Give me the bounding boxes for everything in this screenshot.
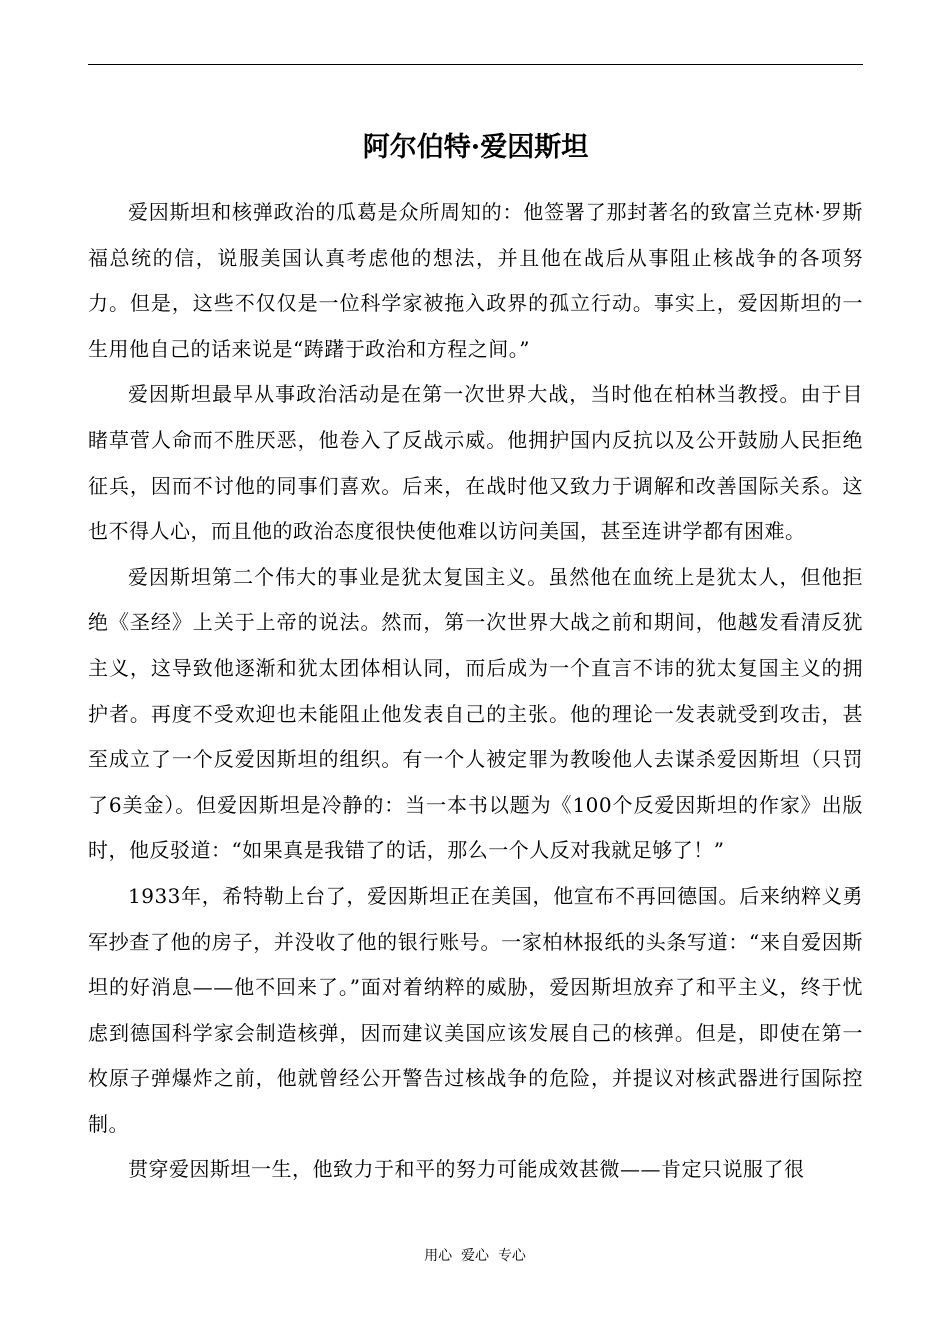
document-body	[88, 190, 863, 1193]
paragraph: 爱因斯坦和核弹政治的瓜葛是众所周知的：他签署了那封著名的致富兰克林·罗斯福总统的信，说服美国认真考虑他的想法，并且他在战后从事阻止核战争的各项努力。但是，这些不仅仅是一位科学家被拖入政界的孤立行动。事实上，爱因斯坦的一生用他自己的话来说是“踌躇于政治和方程之间。”	[88, 200, 863, 361]
header-rule	[88, 64, 863, 65]
paragraph: 爱因斯坦最早从事政治活动是在第一次世界大战，当时他在柏林当教授。由于目睹草菅人命而不胜厌恶，他卷入了反战示威。他拥护国内反抗以及公开鼓励人民拒绝征兵，因而不讨他的同事们喜欢。后来，在战时他又致力于调解和改善国际关系。这也不得人心，而且他的政治态度很快使他难以访问美国，甚至连讲学都有困难。	[88, 382, 863, 544]
document-title: 阿尔伯特·爱因斯坦	[362, 132, 589, 163]
paragraph: 贯穿爱因斯坦一生，他致力于和平的努力可能成效甚微——肯定只说服了很	[128, 1157, 805, 1182]
page-footer: 用心 爱心 专心	[424, 1248, 526, 1264]
paragraph: 1933年，希特勒上台了，爱因斯坦正在美国，他宣布不再回德国。后来纳粹义勇军抄查了他的房子，并没收了他的银行账号。一家柏林报纸的头条写道：“来自爱因斯坦的好消息——他不回来了。”面对着纳粹的威胁，爱因斯坦放弃了和平主义，终于忧虑到德国科学家会制造核弹，因而建议美国应该发展自己的核弹。但是，即使在第一枚原子弹爆炸之前，他就曾经公开警告过核战争的危险，并提议对核武器进行国际控制。	[88, 883, 863, 1136]
paragraph: 爱因斯坦第二个伟大的事业是犹太复国主义。虽然他在血统上是犹太人，但他拒绝《圣经》上关于上帝的说法。然而，第一次世界大战之前和期间，他越发看清反犹主义，这导致他逐渐和犹太团体相认同，而后成为一个直言不讳的犹太复国主义的拥护者。再度不受欢迎也未能阻止他发表自己的主张。他的理论一发表就受到攻击，甚至成立了一个反爱因斯坦的组织。有一个人被定罪为教唆他人去谋杀爱因斯坦（只罚了6美金）。但爱因斯坦是冷静的：当一本书以题为《100个反爱因斯坦的作家》出版时，他反驳道：“如果真是我错了的话，那么一个人反对我就足够了！”	[88, 564, 863, 863]
